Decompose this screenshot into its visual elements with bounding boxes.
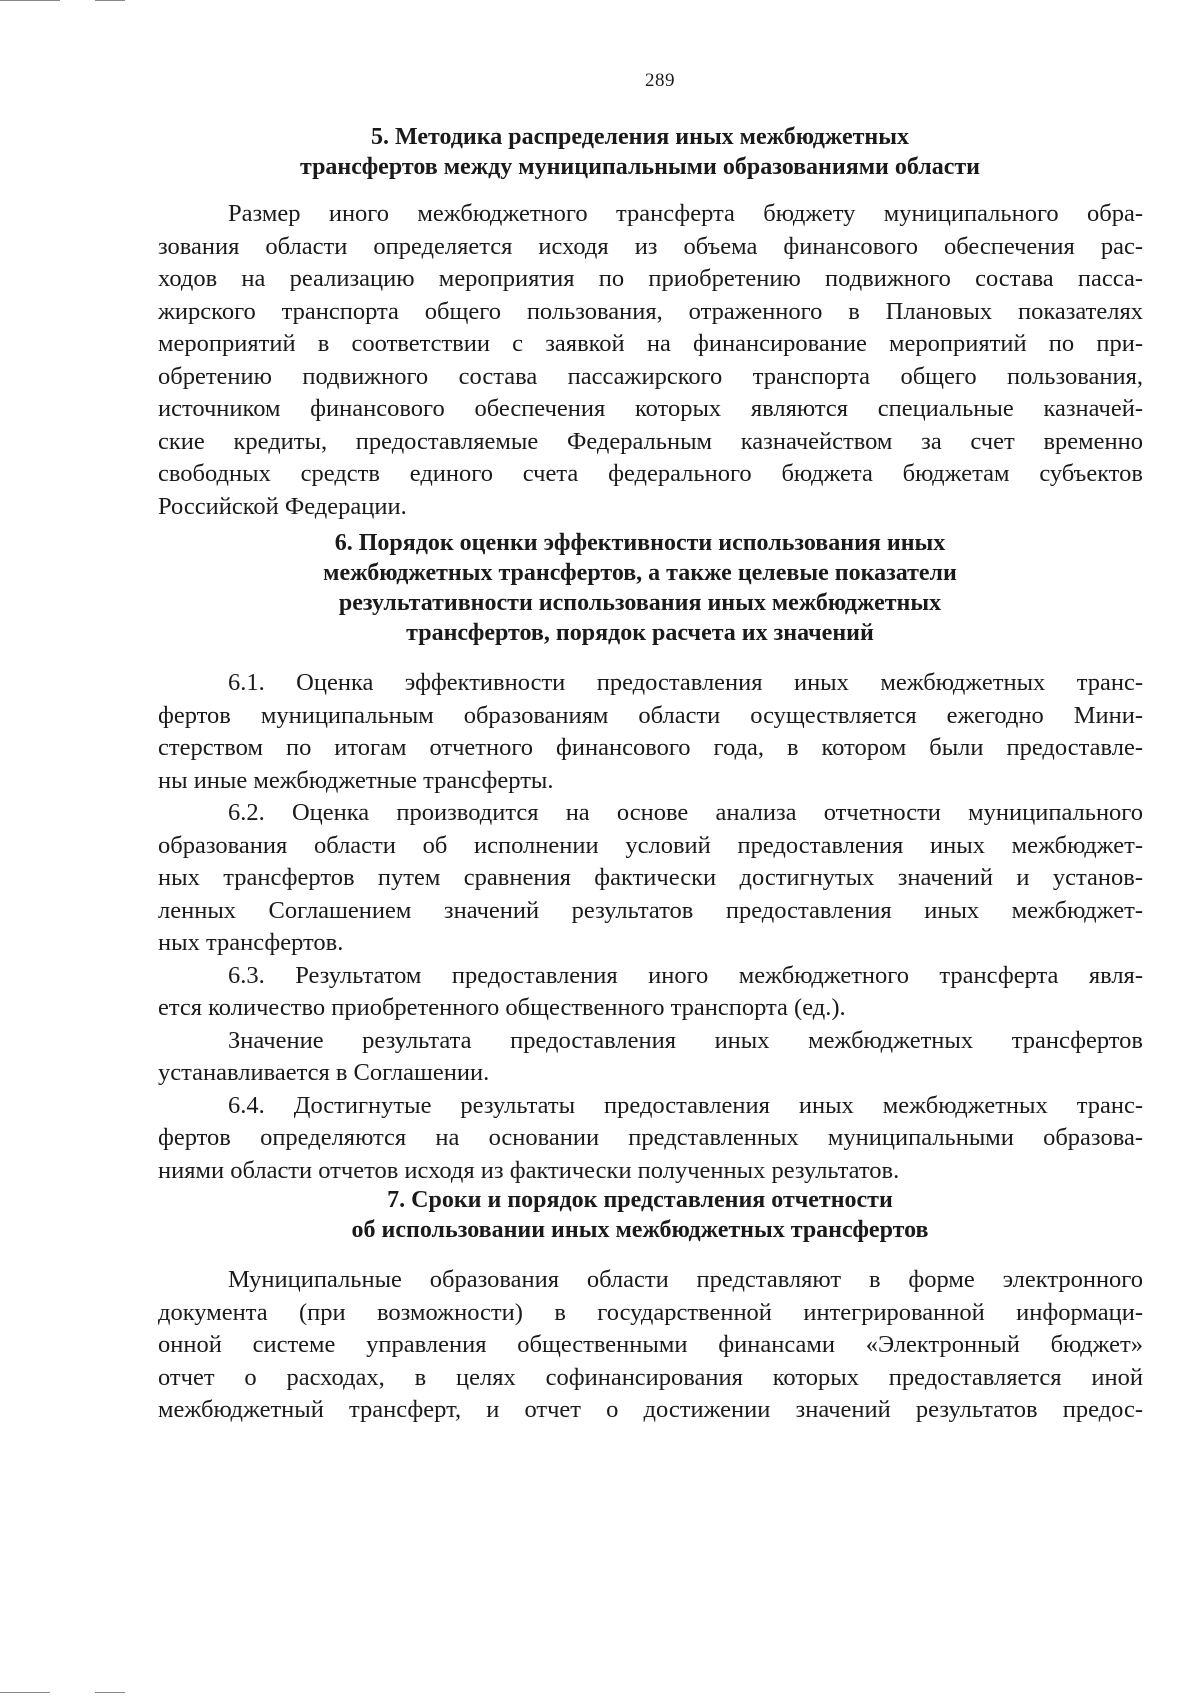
text-line: образования области об исполнении условий предоставления иных межбюджет- — [158, 831, 1143, 859]
section-6-heading-line: межбюджетных трансфертов, а также целевые показатели — [323, 560, 957, 586]
text-line: ны иные межбюджетные трансферты. — [158, 766, 554, 794]
text-line: ных трансфертов путем сравнения фактически достигнутых значений и установ- — [158, 864, 1143, 891]
text-line: фертов определяются на основании представленных муниципальными образова- — [158, 1124, 1143, 1151]
text-line: 6.4. Достигнутые результаты предоставления иных межбюджетных транс- — [228, 1091, 1143, 1119]
text-line: ленных Соглашением значений результатов предоставления иных межбюджет- — [158, 896, 1143, 924]
section-7-heading-line: 7. Сроки и порядок представления отчетности — [387, 1187, 893, 1213]
section-7-heading-line: об использовании иных межбюджетных трансфертов — [351, 1217, 929, 1243]
text-line: 6.1. Оценка эффективности предоставления иных межбюджетных транс- — [228, 669, 1143, 696]
text-line: Значение результата предоставления иных межбюджетных трансфертов — [228, 1026, 1143, 1054]
text-line: межбюджетный трансферт, и отчет о достижении значений результатов предос- — [158, 1396, 1143, 1423]
text-line: 6.3. Результатом предоставления иного межбюджетного трансферта явля- — [228, 961, 1143, 989]
section-6-heading-line: результативности использования иных межбюджетных — [338, 590, 942, 616]
section-5-heading-line: 5. Методика распределения иных межбюджетных — [371, 124, 909, 150]
text-line: Муниципальные образования области представляют в форме электронного — [228, 1266, 1143, 1293]
text-line: ские кредиты, предоставляемые Федеральным казначейством за счет временно — [158, 427, 1143, 455]
section-5-paragraph — [158, 198, 1143, 523]
section-6-paragraphs — [158, 667, 1143, 1187]
text-line: зования области определяется исходя из объема финансового обеспечения рас- — [158, 232, 1143, 260]
text-line: свободных средств единого счета федерального бюджета бюджетам субъектов — [158, 460, 1143, 487]
text-line: ниями области отчетов исходя из фактически полученных результатов. — [158, 1156, 900, 1184]
text-line: жирского транспорта общего пользования, отраженного в Плановых показателях — [158, 297, 1143, 325]
text-line: Размер иного межбюджетного трансферта бюджету муниципального обра- — [228, 200, 1143, 227]
text-line: стерством по итогам отчетного финансового года, в котором были предоставле- — [158, 734, 1143, 761]
scan-mark — [95, 1692, 125, 1693]
scan-mark — [95, 0, 125, 1]
text-line: мероприятий в соответствии с заявкой на финансирование мероприятий по при- — [158, 330, 1143, 357]
scan-mark — [0, 1692, 50, 1693]
text-line: Российской Федерации. — [158, 492, 407, 520]
text-line: 6.2. Оценка производится на основе анализа отчетности муниципального — [228, 799, 1143, 826]
section-6-heading-line: 6. Порядок оценки эффективности использования иных — [334, 530, 946, 556]
section-7-paragraph — [158, 1264, 1143, 1427]
text-line: обретению подвижного состава пассажирского транспорта общего пользования, — [158, 362, 1143, 390]
scan-mark — [0, 0, 60, 1]
section-7-heading — [150, 1185, 1130, 1245]
section-5-heading — [150, 122, 1130, 182]
text-line: документа (при возможности) в государственной интегрированной информаци- — [158, 1298, 1143, 1326]
text-line: ных трансфертов. — [158, 929, 344, 956]
section-6-heading-line: трансфертов, порядок расчета их значений — [406, 620, 874, 646]
section-5-heading-line: трансфертов между муниципальными образованиями области — [299, 154, 981, 180]
text-line: устанавливается в Соглашении. — [158, 1059, 490, 1086]
section-6-heading — [150, 528, 1130, 648]
text-line: источником финансового обеспечения которых являются специальные казначей- — [158, 395, 1143, 422]
text-line: фертов муниципальным образованиям области осуществляется ежегодно Мини- — [158, 701, 1143, 729]
text-line: отчет о расходах, в целях софинансирования которых предоставляется иной — [158, 1363, 1143, 1391]
page-number: 289 — [645, 70, 675, 91]
text-line: онной системе управления общественными финансами «Электронный бюджет» — [158, 1331, 1143, 1358]
text-line: ходов на реализацию мероприятия по приобретению подвижного состава пасса- — [158, 265, 1143, 292]
text-line: ется количество приобретенного общественного транспорта (ед.). — [158, 994, 846, 1021]
